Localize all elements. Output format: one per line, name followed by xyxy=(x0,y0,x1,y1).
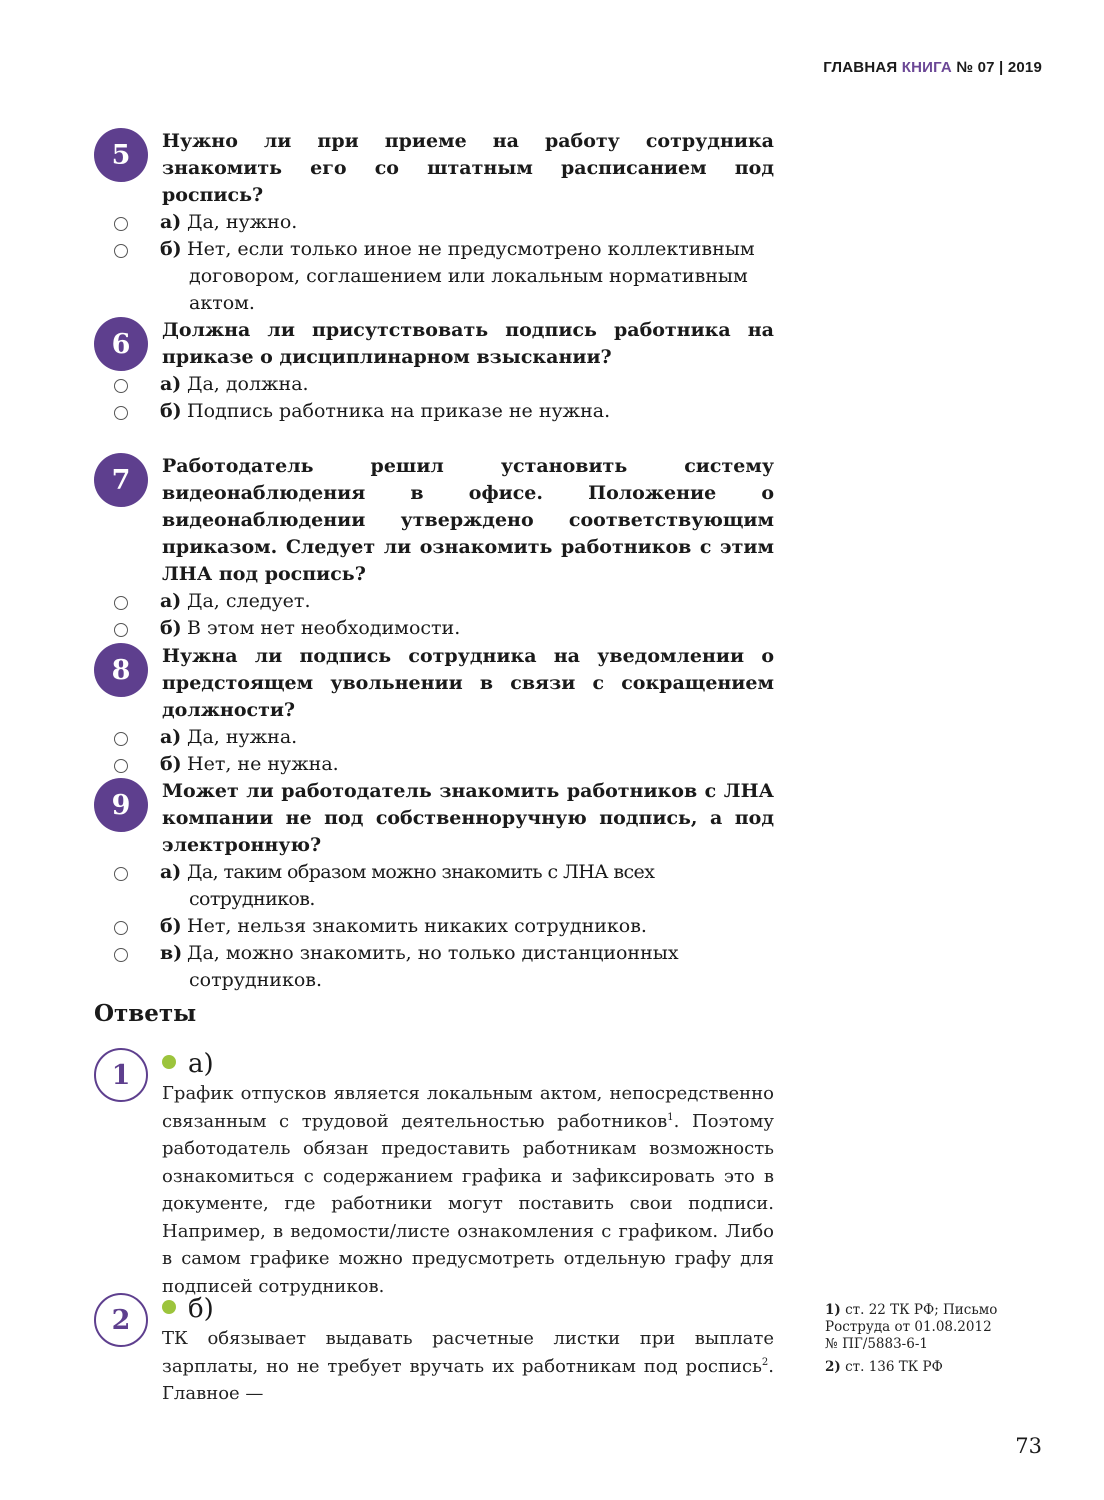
answer-letter: б) xyxy=(188,1294,214,1324)
answer-option[interactable] xyxy=(160,724,774,751)
option-text: Да, должна. xyxy=(187,373,309,395)
radio-button[interactable] xyxy=(114,867,128,881)
answer-number-badge: 1 xyxy=(94,1048,148,1102)
option-text: Да, таким образом можно знакомить с ЛНА всех сотрудников. xyxy=(187,861,655,910)
question-6 xyxy=(94,317,774,425)
radio-button[interactable] xyxy=(114,379,128,393)
answer-option[interactable] xyxy=(160,209,774,236)
radio-button[interactable] xyxy=(114,921,128,935)
answer-heading xyxy=(162,1048,774,1080)
question-9 xyxy=(94,778,774,994)
question-number-badge: 7 xyxy=(94,453,148,507)
footnote xyxy=(825,1359,1005,1376)
answer-number-badge: 2 xyxy=(94,1293,148,1347)
explanation-text-cont: . Главное — xyxy=(162,1355,774,1404)
option-letter: а) xyxy=(160,590,182,612)
answer-option[interactable] xyxy=(160,751,774,778)
option-text: Нет, не нужна. xyxy=(187,753,339,775)
footnote-label: 2) xyxy=(825,1359,841,1375)
option-letter: б) xyxy=(160,400,182,422)
radio-button[interactable] xyxy=(114,406,128,420)
answer-explanation xyxy=(162,1325,774,1408)
answer-heading xyxy=(162,1293,774,1325)
option-letter: а) xyxy=(160,211,182,233)
bullet-dot-icon xyxy=(162,1055,176,1069)
answer-explanation xyxy=(162,1080,774,1300)
footnote-ref: 2 xyxy=(761,1356,769,1368)
bullet-dot-icon xyxy=(162,1300,176,1314)
question-5 xyxy=(94,128,774,317)
option-letter: а) xyxy=(160,861,182,883)
question-number-badge: 8 xyxy=(94,643,148,697)
question-text: Нужна ли подпись сотрудника на уведомлении о предстоящем увольнении в связи с сокращением должности? xyxy=(162,645,774,721)
answer-letter: а) xyxy=(188,1049,214,1079)
option-letter: б) xyxy=(160,238,182,260)
question-number-badge: 5 xyxy=(94,128,148,182)
answer-2 xyxy=(94,1293,774,1408)
answer-option[interactable] xyxy=(160,615,774,642)
option-text: Нет, если только иное не предусмотрено коллективным договором, соглашением или локальным нормативным актом. xyxy=(187,238,755,314)
option-letter: б) xyxy=(160,617,182,639)
footnote-label: 1) xyxy=(825,1302,841,1318)
brand-name-accent: КНИГА xyxy=(901,59,952,76)
answer-option[interactable] xyxy=(160,913,774,940)
question-text: Нужно ли при приеме на работу сотрудника знакомить его со штатным расписанием под роспись? xyxy=(162,130,774,206)
issue-number: № 07 | 2019 xyxy=(956,59,1042,76)
footnote-text: ст. 136 ТК РФ xyxy=(845,1359,943,1375)
question-number-badge: 9 xyxy=(94,778,148,832)
page-number: 73 xyxy=(1015,1434,1042,1458)
option-letter: б) xyxy=(160,915,182,937)
option-letter: в) xyxy=(160,942,183,964)
radio-button[interactable] xyxy=(114,596,128,610)
answer-1 xyxy=(94,1048,774,1300)
footnote-ref: 1 xyxy=(667,1111,674,1123)
footnotes xyxy=(825,1302,1005,1382)
option-text: Подпись работника на приказе не нужна. xyxy=(187,400,611,422)
explanation-text-cont: . Поэтому работодатель обязан предоставить работникам возможность ознакомиться с содержанием графика и зафиксировать это в документе, где работники могут поставить свои подписи. Например, в ведомости/листе ознакомления с графиком. Либо в самом графике можно предусмотреть отдельную графу для подписей сотрудников. xyxy=(162,1110,775,1297)
radio-button[interactable] xyxy=(114,217,128,231)
explanation-text: График отпусков является локальным актом, непосредственно связанным с трудовой деятельностью работников xyxy=(162,1083,774,1132)
brand-name: ГЛАВНАЯ xyxy=(823,59,898,76)
answer-option[interactable] xyxy=(160,859,774,913)
question-number-badge: 6 xyxy=(94,317,148,371)
answer-option[interactable] xyxy=(160,371,774,398)
question-text: Работодатель решил установить систему видеонаблюдения в офисе. Положение о видеонаблюдении утверждено соответствующим приказом. Следует ли ознакомить работников с этим ЛНА под роспись? xyxy=(162,455,774,585)
question-7 xyxy=(94,453,774,642)
option-letter: а) xyxy=(160,726,182,748)
question-text: Должна ли присутствовать подпись работника на приказе о дисциплинарном взыскании? xyxy=(162,319,774,368)
answer-option[interactable] xyxy=(160,236,774,317)
footnote xyxy=(825,1302,1005,1353)
option-text: Нет, нельзя знакомить никаких сотрудников. xyxy=(187,915,647,937)
magazine-header xyxy=(823,59,1042,76)
question-8 xyxy=(94,643,774,778)
option-letter: а) xyxy=(160,373,182,395)
footnote-text: ст. 22 ТК РФ; Письмо Роструда от 01.08.2012 № ПГ/5883-6-1 xyxy=(825,1302,998,1352)
explanation-text: ТК обязывает выдавать расчетные листки при выплате зарплаты, но не требует вручать их работникам под роспись xyxy=(162,1328,774,1377)
answer-option[interactable] xyxy=(160,588,774,615)
option-letter: б) xyxy=(160,753,182,775)
option-text: Да, нужна. xyxy=(187,726,298,748)
radio-button[interactable] xyxy=(114,759,128,773)
answer-option[interactable] xyxy=(160,398,774,425)
option-text: В этом нет необходимости. xyxy=(187,617,461,639)
radio-button[interactable] xyxy=(114,732,128,746)
option-text: Да, можно знакомить, но только дистанционных сотрудников. xyxy=(187,942,679,991)
radio-button[interactable] xyxy=(114,244,128,258)
answer-option[interactable] xyxy=(160,940,774,994)
question-text: Может ли работодатель знакомить работников с ЛНА компании не под собственноручную подпись, а под электронную? xyxy=(162,780,774,856)
answers-heading: Ответы xyxy=(94,1000,197,1027)
option-text: Да, следует. xyxy=(187,590,311,612)
radio-button[interactable] xyxy=(114,623,128,637)
option-text: Да, нужно. xyxy=(187,211,298,233)
radio-button[interactable] xyxy=(114,948,128,962)
